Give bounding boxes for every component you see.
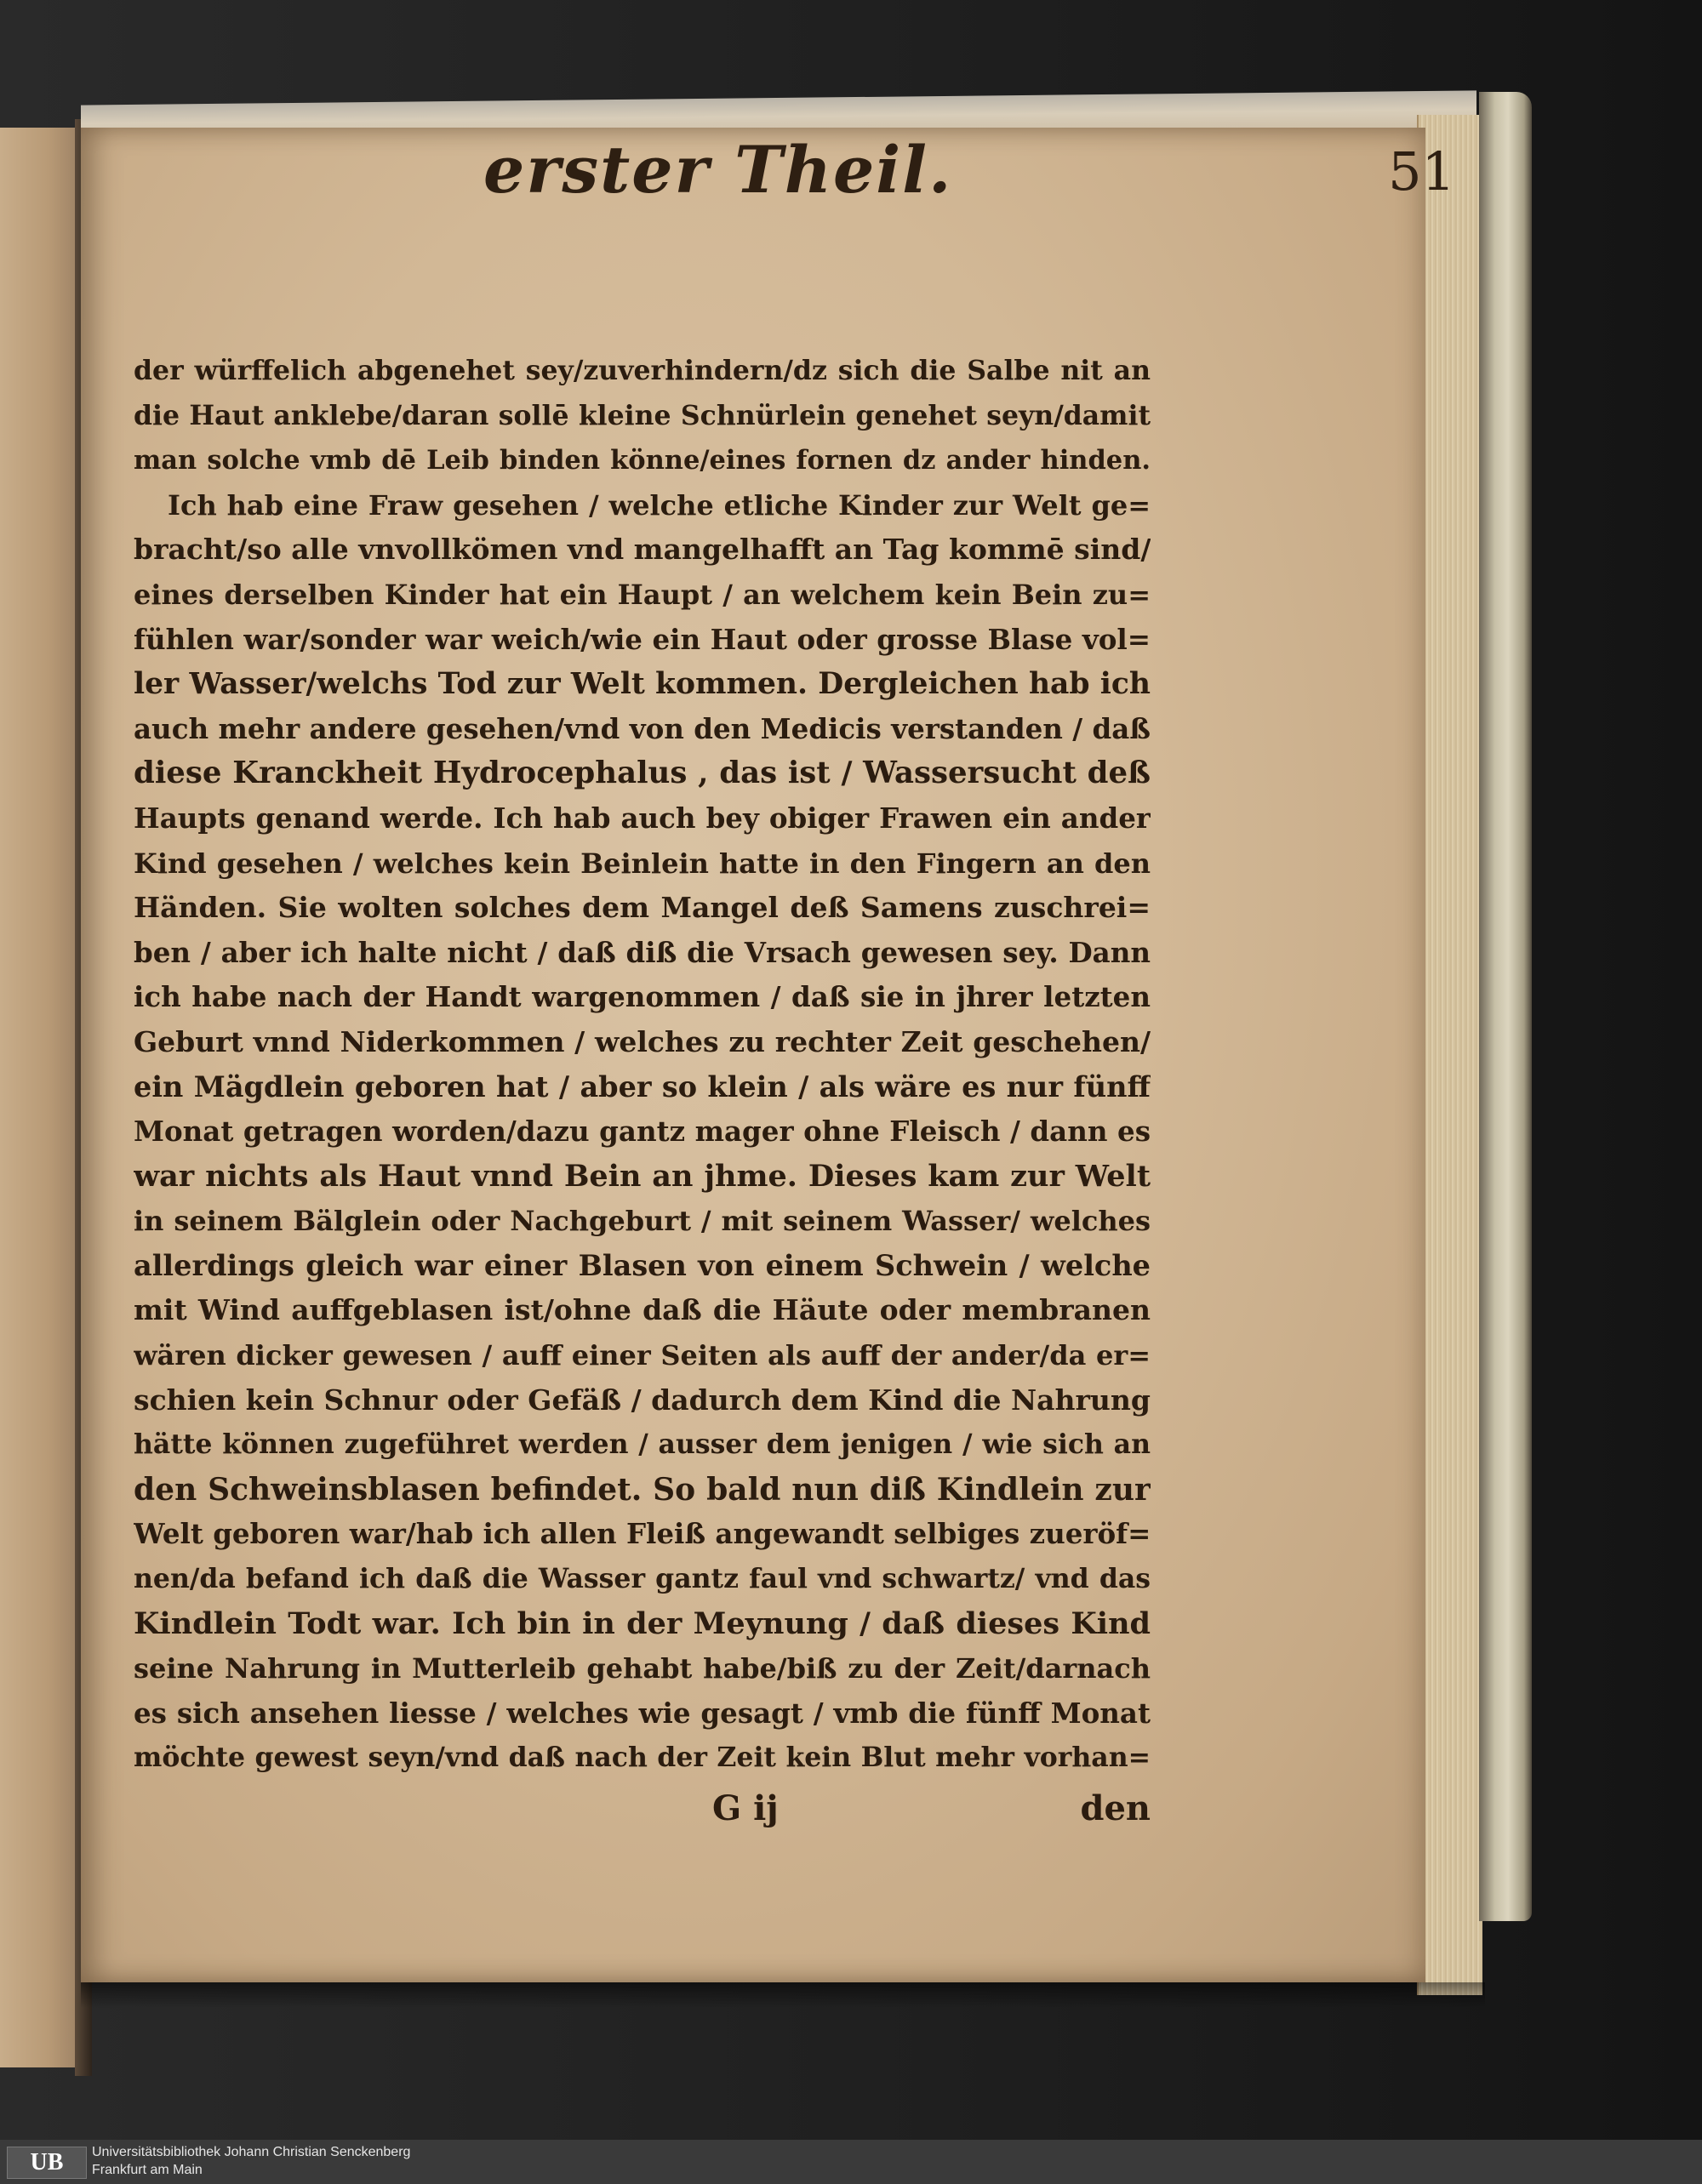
text-line: den Schweinsblasen befindet. So bald nun diß Kindlein zur <box>134 1471 1151 1508</box>
text-line: man solche vmb dē Leib binden könne/eines fornen dz ander hinden. <box>134 445 1151 476</box>
text-line: nen/da befand ich daß die Wasser gantz faul vnd schwartz/ vnd das <box>134 1563 1151 1595</box>
institution-city: Frankfurt am Main <box>92 2163 203 2177</box>
text-line: Kind gesehen / welches kein Beinlein hatte in den Fingern an den <box>134 847 1151 880</box>
facing-page-edge <box>0 128 83 2067</box>
text-line: schien kein Schnur oder Gefäß / dadurch dem Kind die Nahrung <box>134 1383 1151 1417</box>
running-head: erster Theil. <box>483 132 953 208</box>
text-line: diese Kranckheit Hydrocephalus , das ist / Wassersucht deß <box>134 756 1151 791</box>
text-line: fühlen war/sonder war weich/wie ein Haut oder grosse Blase vol= <box>134 622 1151 656</box>
text-line: die Haut anklebe/daran sollē kleine Schnürlein genehet seyn/damit <box>134 399 1151 431</box>
text-line: der würffelich abgenehet sey/zuverhindern/dz sich die Salbe nit an <box>134 355 1151 386</box>
catchline <box>134 1788 1151 1833</box>
text-line: eines derselben Kinder hat ein Haupt / an welchem kein Bein zu= <box>134 578 1151 611</box>
catchword: den <box>1080 1788 1151 1828</box>
book-cover-edge <box>1479 92 1532 1921</box>
text-line: ich habe nach der Handt wargenommen / daß sie in jhrer letzten <box>134 980 1151 1014</box>
page-number: 51 <box>1388 140 1455 202</box>
text-line: seine Nahrung in Mutterleib gehabt habe/biß zu der Zeit/darnach <box>134 1652 1151 1685</box>
institution-name: Universitätsbibliothek Johann Christian Senckenberg <box>92 2145 411 2159</box>
signature-mark: G ij <box>712 1788 779 1828</box>
page-header <box>68 132 1472 213</box>
text-line: war nichts als Haut vnnd Bein an jhme. Dieses kam zur Welt <box>134 1158 1151 1194</box>
text-line: es sich ansehen liesse / welches wie gesagt / vmb die fünff Monat <box>134 1696 1151 1730</box>
text-line: mit Wind auffgeblasen ist/ohne daß die Häute oder membranen <box>134 1293 1151 1327</box>
library-footer-bar <box>0 2140 1702 2184</box>
text-line: Ich hab eine Fraw gesehen / welche etliche Kinder zur Welt ge= <box>168 488 1151 522</box>
text-line: ben / aber ich halte nicht / daß diß die Vrsach gewesen sey. Dann <box>134 935 1151 969</box>
text-line: allerdings gleich war einer Blasen von einem Schwein / welche <box>134 1248 1151 1282</box>
book-fore-edge <box>1417 115 1482 1995</box>
text-line: wären dicker gewesen / auff einer Seiten als auff der ander/da er= <box>134 1339 1151 1372</box>
body-text <box>134 349 1151 1781</box>
page-bottom-shadow <box>81 1982 1485 2008</box>
text-line: ein Mägdlein geboren hat / aber so klein / als wäre es nur fünff <box>134 1069 1151 1103</box>
library-logo <box>7 2147 87 2179</box>
text-line: Geburt vnnd Niderkommen / welches zu rechter Zeit geschehen/ <box>134 1024 1151 1058</box>
text-line: Haupts genand werde. Ich hab auch bey obiger Frawen ein ander <box>134 801 1151 835</box>
text-line: Händen. Sie wolten solches dem Mangel deß Samens zuschrei= <box>134 891 1151 925</box>
text-line: Monat getragen worden/dazu gantz mager ohne Fleisch / dann es <box>134 1115 1151 1149</box>
text-line: auch mehr andere gesehen/vnd von den Medicis verstanden / daß <box>134 711 1151 745</box>
text-line: ler Wasser/welchs Tod zur Welt kommen. Dergleichen hab ich <box>134 667 1151 702</box>
library-logo-text: UB <box>30 2149 64 2175</box>
text-line: Welt geboren war/hab ich allen Fleiß angewandt selbiges zueröf= <box>134 1517 1151 1551</box>
text-line: Kindlein Todt war. Ich bin in der Meynung / daß dieses Kind <box>134 1605 1151 1641</box>
text-line: möchte gewest seyn/vnd daß nach der Zeit kein Blut mehr vorhan= <box>134 1742 1151 1774</box>
text-line: bracht/so alle vnvollkömen vnd mangelhafft an Tag kommē sind/ <box>134 533 1151 567</box>
text-line: hätte können zugeführet werden / ausser dem jenigen / wie sich an <box>134 1428 1151 1461</box>
text-line: in seinem Bälglein oder Nachgeburt / mit seinem Wasser/ welches <box>134 1205 1151 1238</box>
